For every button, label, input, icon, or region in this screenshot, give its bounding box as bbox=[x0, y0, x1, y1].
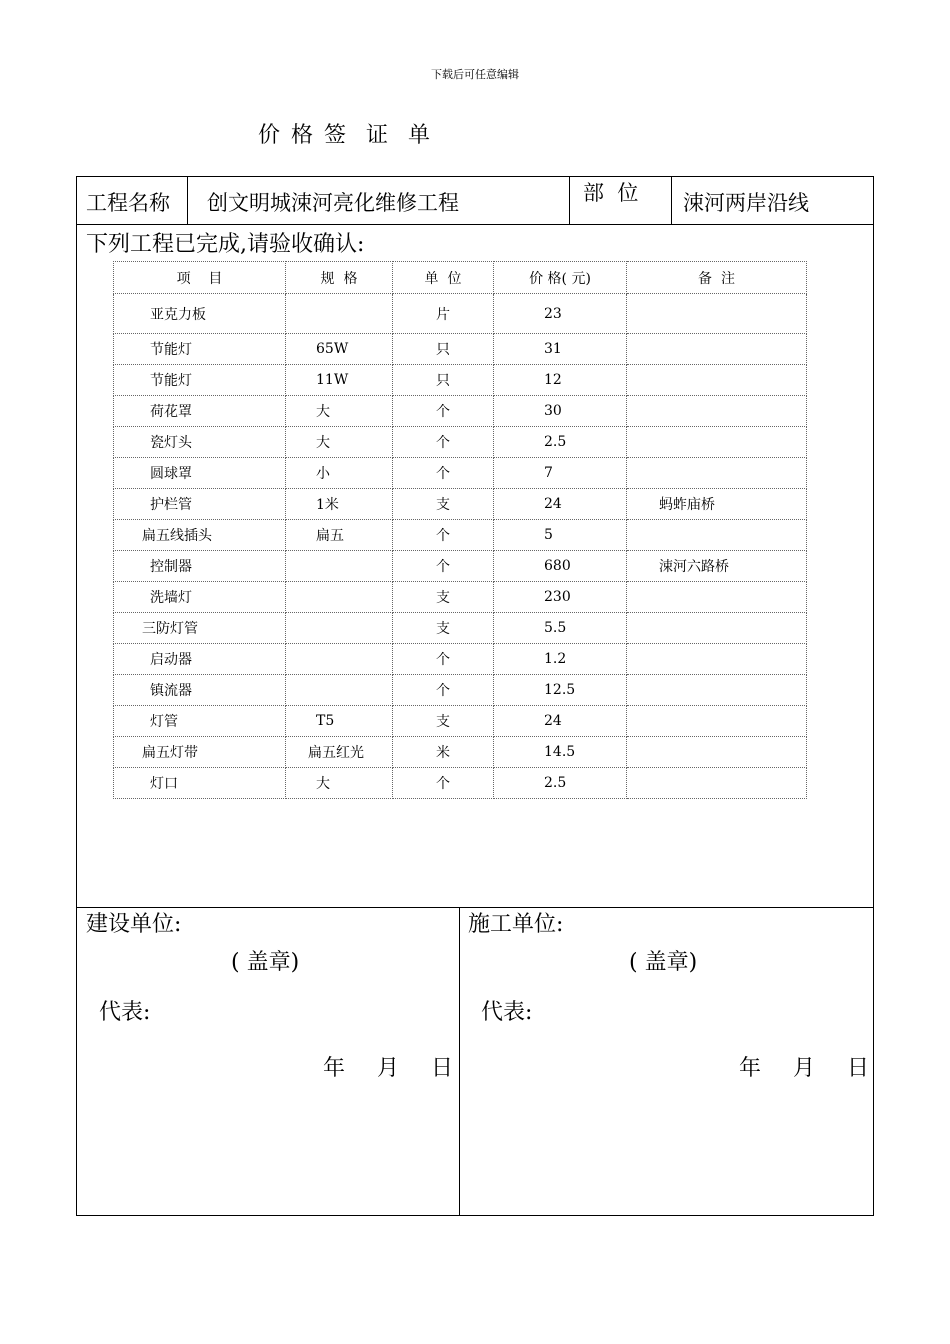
cell-price: 5.5 bbox=[494, 613, 627, 644]
table-row bbox=[114, 520, 807, 551]
cell-spec: 大 bbox=[286, 396, 393, 427]
cell-name: 护栏管 bbox=[114, 489, 286, 520]
cell-price: 14.5 bbox=[494, 737, 627, 768]
header-price: 价 格( 元) bbox=[494, 262, 627, 294]
cell-price: 5 bbox=[494, 520, 627, 551]
header-unit: 单 位 bbox=[393, 262, 494, 294]
project-name-value: 创文明城涑河亮化维修工程 bbox=[207, 191, 459, 215]
cell-name: 扁五线插头 bbox=[114, 520, 286, 551]
cell-spec bbox=[286, 551, 393, 582]
cell-name: 三防灯管 bbox=[114, 613, 286, 644]
cell-spec: 扁五红光 bbox=[286, 737, 393, 768]
cell-price: 24 bbox=[494, 706, 627, 737]
cell-spec bbox=[286, 644, 393, 675]
cell-spec: 扁五 bbox=[286, 520, 393, 551]
cell-note bbox=[627, 644, 807, 675]
cell-unit: 个 bbox=[393, 551, 494, 582]
table-row bbox=[114, 706, 807, 737]
cell-price: 230 bbox=[494, 582, 627, 613]
cell-name: 圆球罩 bbox=[114, 458, 286, 489]
cell-price: 24 bbox=[494, 489, 627, 520]
table-row bbox=[114, 644, 807, 675]
project-name-label: 工程名称 bbox=[86, 191, 170, 215]
contractor-date: 年 月 日 bbox=[739, 1056, 875, 1081]
cell-unit: 只 bbox=[393, 334, 494, 365]
cell-note bbox=[627, 706, 807, 737]
cell-note bbox=[627, 334, 807, 365]
divider bbox=[459, 907, 460, 1216]
cell-price: 2.5 bbox=[494, 768, 627, 799]
cell-spec: T5 bbox=[286, 706, 393, 737]
cell-name: 瓷灯头 bbox=[114, 427, 286, 458]
cell-name: 荷花罩 bbox=[114, 396, 286, 427]
table-row bbox=[114, 737, 807, 768]
header-note: 下载后可任意编辑 bbox=[431, 68, 519, 81]
cell-note bbox=[627, 613, 807, 644]
contractor-representative-label: 代表: bbox=[481, 1000, 533, 1025]
table-row bbox=[114, 613, 807, 644]
cell-spec: 65W bbox=[286, 334, 393, 365]
cell-name: 灯管 bbox=[114, 706, 286, 737]
location-value: 涑河两岸沿线 bbox=[683, 191, 809, 215]
table-row bbox=[114, 294, 807, 334]
contractor-unit-label: 施工单位: bbox=[468, 912, 564, 937]
cell-unit: 个 bbox=[393, 427, 494, 458]
cell-note bbox=[627, 396, 807, 427]
cell-note bbox=[627, 737, 807, 768]
cell-unit: 支 bbox=[393, 582, 494, 613]
cell-unit: 个 bbox=[393, 644, 494, 675]
table-row bbox=[114, 458, 807, 489]
cell-price: 1.2 bbox=[494, 644, 627, 675]
table-row bbox=[114, 551, 807, 582]
owner-representative-label: 代表: bbox=[99, 1000, 151, 1025]
cell-note bbox=[627, 520, 807, 551]
contractor-seal: ( 盖章) bbox=[629, 950, 698, 975]
table-row bbox=[114, 427, 807, 458]
document-title: 价 格 签 证 单 bbox=[258, 123, 432, 148]
cell-note bbox=[627, 768, 807, 799]
cell-name: 洗墙灯 bbox=[114, 582, 286, 613]
table-header-row bbox=[114, 262, 807, 294]
cell-unit: 个 bbox=[393, 675, 494, 706]
owner-unit-label: 建设单位: bbox=[86, 912, 182, 937]
table-row bbox=[114, 489, 807, 520]
cell-price: 23 bbox=[494, 294, 627, 334]
cell-spec: 大 bbox=[286, 427, 393, 458]
cell-unit: 个 bbox=[393, 396, 494, 427]
table-row bbox=[114, 768, 807, 799]
cell-spec: 小 bbox=[286, 458, 393, 489]
cell-note bbox=[627, 427, 807, 458]
header-item: 项 目 bbox=[114, 262, 286, 294]
table-row bbox=[114, 365, 807, 396]
cell-note: 涑河六路桥 bbox=[627, 551, 807, 582]
cell-name: 节能灯 bbox=[114, 365, 286, 396]
cell-unit: 只 bbox=[393, 365, 494, 396]
cell-spec bbox=[286, 613, 393, 644]
divider bbox=[671, 177, 672, 224]
owner-date: 年 月 日 bbox=[323, 1056, 459, 1081]
cell-price: 2.5 bbox=[494, 427, 627, 458]
cell-unit: 片 bbox=[393, 294, 494, 334]
table-row bbox=[114, 582, 807, 613]
cell-unit: 支 bbox=[393, 489, 494, 520]
cell-spec: 11W bbox=[286, 365, 393, 396]
cell-note bbox=[627, 294, 807, 334]
cell-unit: 米 bbox=[393, 737, 494, 768]
table-row bbox=[114, 334, 807, 365]
cell-price: 30 bbox=[494, 396, 627, 427]
header-note: 备 注 bbox=[627, 262, 807, 294]
cell-name: 启动器 bbox=[114, 644, 286, 675]
cell-note bbox=[627, 458, 807, 489]
completion-statement: 下列工程已完成,请验收确认: bbox=[86, 232, 365, 257]
cell-unit: 支 bbox=[393, 706, 494, 737]
cell-name: 灯口 bbox=[114, 768, 286, 799]
cell-price: 31 bbox=[494, 334, 627, 365]
cell-spec: 大 bbox=[286, 768, 393, 799]
cell-note bbox=[627, 365, 807, 396]
cell-spec bbox=[286, 294, 393, 334]
location-label: 部 位 bbox=[583, 181, 639, 205]
items-table bbox=[113, 261, 807, 799]
cell-unit: 支 bbox=[393, 613, 494, 644]
cell-name: 扁五灯带 bbox=[114, 737, 286, 768]
cell-note bbox=[627, 582, 807, 613]
cell-unit: 个 bbox=[393, 458, 494, 489]
divider bbox=[569, 177, 570, 224]
cell-name: 镇流器 bbox=[114, 675, 286, 706]
cell-spec bbox=[286, 582, 393, 613]
cell-spec bbox=[286, 675, 393, 706]
header-spec: 规 格 bbox=[286, 262, 393, 294]
cell-note bbox=[627, 675, 807, 706]
cell-note: 蚂蚱庙桥 bbox=[627, 489, 807, 520]
divider bbox=[77, 224, 873, 225]
form-frame bbox=[76, 176, 874, 1216]
owner-seal: ( 盖章) bbox=[231, 950, 300, 975]
cell-name: 亚克力板 bbox=[114, 294, 286, 334]
cell-price: 7 bbox=[494, 458, 627, 489]
cell-spec: 1米 bbox=[286, 489, 393, 520]
cell-unit: 个 bbox=[393, 520, 494, 551]
cell-unit: 个 bbox=[393, 768, 494, 799]
cell-price: 12 bbox=[494, 365, 627, 396]
cell-price: 12.5 bbox=[494, 675, 627, 706]
cell-price: 680 bbox=[494, 551, 627, 582]
table-row bbox=[114, 396, 807, 427]
cell-name: 控制器 bbox=[114, 551, 286, 582]
cell-name: 节能灯 bbox=[114, 334, 286, 365]
divider bbox=[187, 177, 188, 224]
table-row bbox=[114, 675, 807, 706]
